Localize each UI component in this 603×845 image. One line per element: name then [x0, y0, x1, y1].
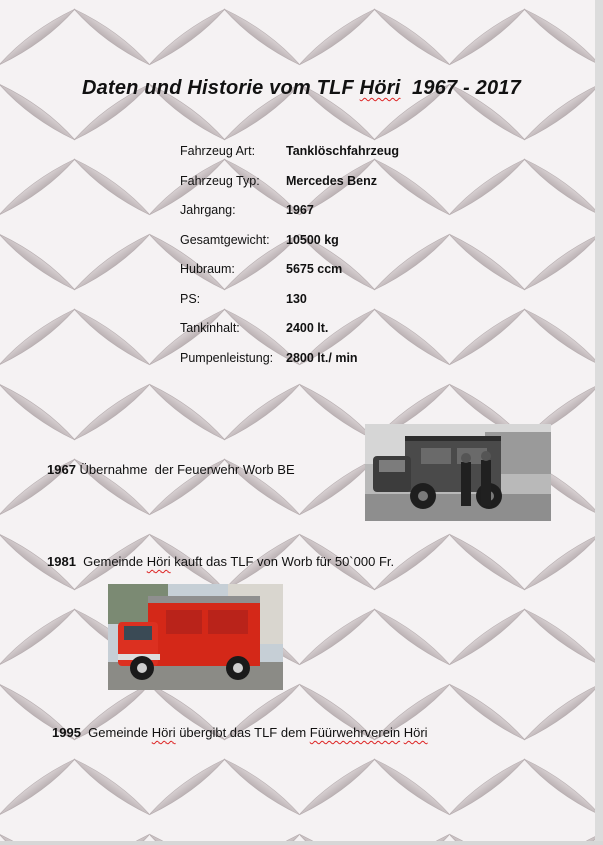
spec-value: Mercedes Benz: [286, 173, 378, 188]
spec-label: Fahrzeug Art:: [180, 144, 256, 158]
spec-label: PS:: [180, 291, 201, 306]
photo-fire-truck-red: [108, 584, 283, 690]
spec-label: Fahrzeug Typ:: [180, 173, 260, 188]
spec-value: 2400 lt.: [286, 321, 329, 335]
spec-value: 1967: [286, 203, 314, 217]
history-text: Gemeinde: [75, 554, 147, 569]
spec-value: 130: [286, 291, 307, 306]
history-place: Höri: [151, 725, 176, 740]
title-prefix: Daten und Historie vom TLF: [82, 77, 360, 99]
spec-label: Gesamtgewicht:: [180, 232, 270, 247]
history-entry-1995: [52, 725, 428, 740]
history-entry-1967: [47, 462, 295, 477]
spec-value: 2800 lt./ min: [286, 350, 358, 365]
spec-value: 5675 ccm: [286, 262, 343, 276]
spec-label: Tankinhalt:: [180, 321, 240, 335]
history-text: Gemeinde: [80, 725, 152, 740]
page-edge-right: [595, 0, 603, 845]
spec-value: Tanklöschfahrzeug: [286, 144, 399, 158]
history-entry-1981: [47, 554, 394, 569]
history-place: Höri: [403, 725, 428, 740]
page-title: [0, 77, 603, 100]
photo-fire-truck-1967: [365, 424, 551, 521]
history-year: 1981: [47, 554, 76, 569]
history-year: 1995: [52, 725, 81, 740]
spec-label: Hubraum:: [180, 262, 235, 276]
page-edge-bottom: [0, 841, 603, 845]
spec-value: 10500 kg: [286, 232, 339, 247]
history-text: Übernahme der Feuerwehr Worb BE: [75, 462, 295, 477]
spec-label: Pumpenleistung:: [180, 350, 274, 365]
title-place: Höri: [359, 77, 401, 99]
history-year: 1967: [47, 462, 76, 477]
history-place: Höri: [146, 554, 171, 569]
history-club: Füürwehrverein: [309, 725, 401, 740]
title-years: 1967 - 2017: [400, 77, 521, 99]
spec-label: Jahrgang:: [180, 203, 236, 217]
history-text: übergibt das TLF dem: [175, 725, 310, 740]
history-text: kauft das TLF von Worb für 50`000 Fr.: [170, 554, 395, 569]
